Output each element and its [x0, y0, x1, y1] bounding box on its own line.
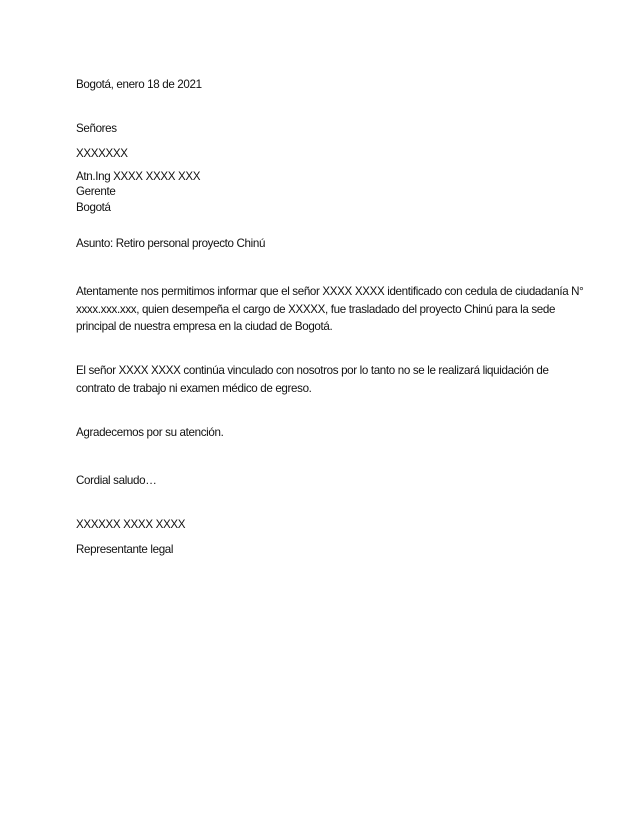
paragraph-line: principal de nuestra empresa en la ciudad de Bogotá.: [76, 320, 333, 333]
closing-line: Cordial saludo…: [76, 474, 157, 487]
paragraph-line: xxxx.xxx.xxx, quien desempeña el cargo de XXXXX, fue trasladado del proyecto Chinú para la sede: [76, 302, 556, 316]
recipient-position: Gerente: [76, 185, 116, 198]
salutation: Señores: [76, 122, 117, 135]
paragraph-line: El señor XXXX XXXX continúa vinculado con nosotros por lo tanto no se le realizará liquidación de: [76, 364, 549, 377]
paragraph-line: Atentamente nos permitimos informar que el señor XXXX XXXX identificado con cedula de ciudadanía N°: [76, 285, 584, 298]
signer-title: Representante legal: [76, 543, 174, 556]
thanks-line: Agradecemos por su atención.: [76, 426, 224, 439]
letter-date: Bogotá, enero 18 de 2021: [76, 78, 202, 91]
recipient-city: Bogotá: [76, 201, 111, 214]
signer-name: XXXXXX XXXX XXXX: [76, 518, 186, 531]
recipient-company: XXXXXXX: [76, 147, 128, 160]
body-paragraph-1: [76, 283, 584, 336]
paragraph-line: contrato de trabajo ni examen médico de egreso.: [76, 381, 312, 395]
subject-line: Asunto: Retiro personal proyecto Chinú: [76, 237, 266, 250]
body-paragraph-2: [76, 362, 576, 397]
attention-line: Atn.Ing XXXX XXXX XXX: [76, 170, 201, 183]
